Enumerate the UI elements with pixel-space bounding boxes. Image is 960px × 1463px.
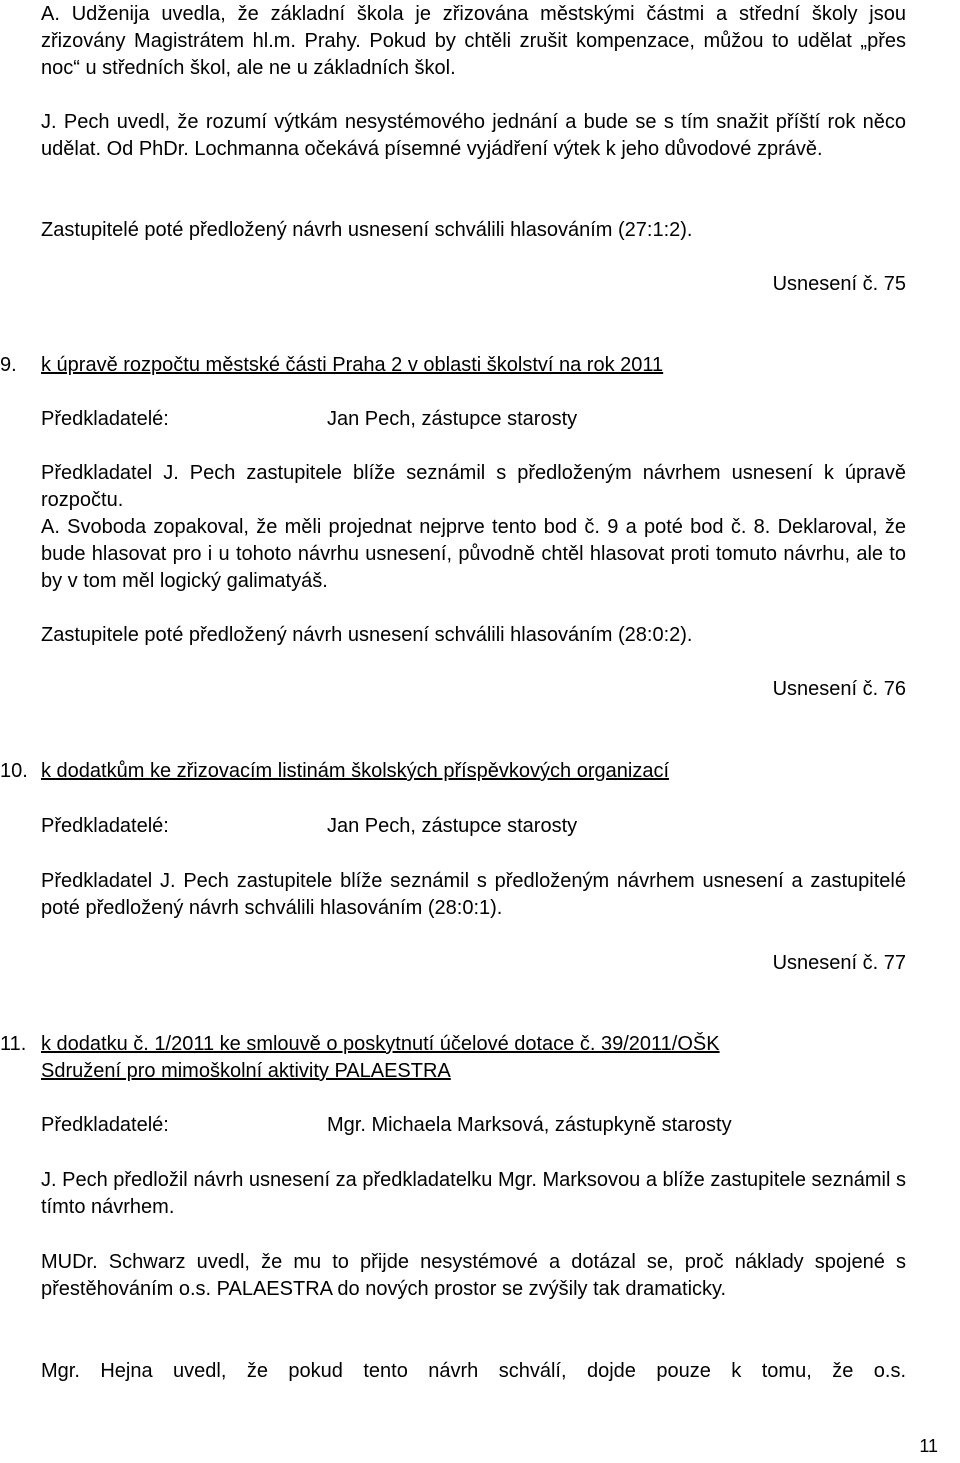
paragraph: MUDr. Schwarz uvedl, že mu to přijde nesystémové a dotázal se, proč náklady spojené s přestěhováním o.s. PALAESTRA do nových prostor se zvýšily tak dramaticky. (41, 1251, 906, 1300)
resolution-number: Usnesení č. 76 (772, 678, 906, 700)
item-title: k dodatkům ke zřizovacím listinám školských příspěvkových organizací (41, 760, 670, 782)
paragraph: A. Svoboda zopakoval, že měli projednat nejprve tento bod č. 9 a poté bod č. 8. Deklaroval, že bude hlasovat pro i u tohoto návrhu usnesení, původně chtěl hlasovat proti tomuto návrhu, ale to by v tom měl logický galimatyáš. (41, 516, 906, 592)
item-title: k úpravě rozpočtu městské části Praha 2 v oblasti školství na rok 2011 (41, 354, 664, 376)
page-number: 11 (919, 1436, 938, 1456)
item-title-line-1: k dodatku č. 1/2011 ke smlouvě o poskytnutí účelové dotace č. 39/2011/OŠK (41, 1033, 720, 1055)
presenters-label: Předkladatelé: (41, 1114, 169, 1136)
paragraph: Zastupitelé poté předložený návrh usnesení schválili hlasováním (27:1:2). (41, 219, 693, 241)
presenters-label: Předkladatelé: (41, 408, 169, 430)
presenters-value: Jan Pech, zástupce starosty (327, 815, 578, 837)
agenda-item-9 (0, 352, 906, 379)
paragraph: J. Pech předložil návrh usnesení za předkladatelku Mgr. Marksovou a blíže zastupitele seznámil s tímto návrhem. (41, 1169, 906, 1218)
presenters-row (41, 1112, 906, 1139)
paragraph: Zastupitele poté předložený návrh usnesení schválili hlasováním (28:0:2). (41, 624, 693, 646)
item-number: 10. (0, 760, 28, 782)
resolution-number: Usnesení č. 75 (772, 273, 906, 295)
agenda-item-11 (0, 1031, 906, 1085)
paragraph: J. Pech uvedl, že rozumí výtkám nesystémového jednání a bude se s tím snažit příští rok něco udělat. Od PhDr. Lochmanna očekává písemné vyjádření výtek k jeho důvodové zprávě. (41, 111, 906, 160)
paragraph: Předkladatel J. Pech zastupitele blíže seznámil s předloženým návrhem usnesení a zastupitelé poté předložený návrh schválili hlasováním (28:0:1). (41, 870, 906, 919)
item-title-line-2: Sdružení pro mimoškolní aktivity PALAESTRA (41, 1060, 451, 1082)
presenters-value: Mgr. Michaela Marksová, zástupkyně starosty (327, 1114, 732, 1136)
item-number: 9. (0, 354, 17, 376)
paragraph: A. Udženija uvedla, že základní škola je zřizována městskými částmi a střední školy jsou zřizovány Magistrátem hl.m. Prahy. Pokud by chtěli zrušit kompenzace, můžou to udělat „přes noc“ u středních škol, ale ne u základních škol. (41, 3, 906, 79)
item-number: 11. (0, 1033, 27, 1055)
agenda-item-10 (0, 758, 906, 785)
presenters-label: Předkladatelé: (41, 815, 169, 837)
paragraph: Předkladatel J. Pech zastupitele blíže seznámil s předloženým návrhem usnesení k úpravě rozpočtu. (41, 462, 906, 511)
presenters-row (41, 406, 906, 433)
paragraph: Mgr. Hejna uvedl, že pokud tento návrh schválí, dojde pouze k tomu, že o.s. (41, 1360, 906, 1382)
resolution-number: Usnesení č. 77 (772, 952, 906, 974)
presenters-value: Jan Pech, zástupce starosty (327, 408, 578, 430)
presenters-row (41, 813, 906, 840)
